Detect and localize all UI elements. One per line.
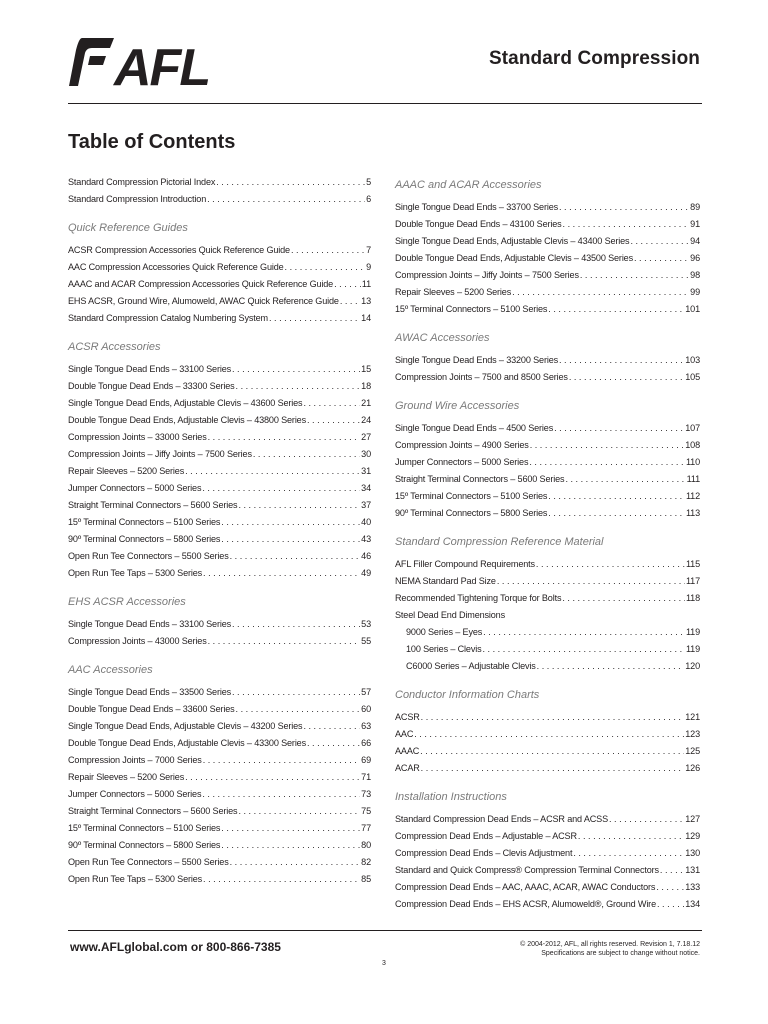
toc-entry[interactable]	[68, 174, 371, 191]
toc-entry[interactable]	[68, 191, 371, 208]
toc-entry-page: 107	[685, 423, 700, 433]
document-title: Standard Compression	[488, 48, 700, 69]
toc-entry[interactable]	[395, 471, 700, 488]
toc-section-heading: EHS ACSR Accessories	[68, 596, 186, 608]
toc-left-column	[68, 174, 371, 888]
toc-leader-dots	[563, 216, 690, 233]
toc-entry-title: Double Tongue Dead Ends, Adjustable Clevis – 43300 Series	[68, 738, 306, 748]
toc-entry[interactable]	[68, 361, 371, 378]
toc-leader-dots	[483, 641, 685, 658]
toc-entry-page: 131	[685, 865, 700, 875]
toc-leader-dots	[303, 718, 360, 735]
toc-entry[interactable]	[68, 429, 371, 446]
toc-entry-page: 13	[361, 296, 371, 306]
toc-entry-page: 63	[361, 721, 371, 731]
toc-entry[interactable]	[68, 820, 371, 837]
toc-entry[interactable]	[395, 624, 700, 641]
toc-entry[interactable]	[68, 548, 371, 565]
toc-entry[interactable]	[395, 726, 700, 743]
toc-entry[interactable]	[395, 828, 700, 845]
toc-entry-title: Single Tongue Dead Ends – 33100 Series	[68, 364, 231, 374]
toc-leader-dots	[548, 505, 685, 522]
toc-entry[interactable]	[68, 310, 371, 327]
toc-entry-title: Straight Terminal Connectors – 5600 Series	[68, 500, 238, 510]
toc-entry-page: 119	[685, 644, 700, 654]
toc-leader-dots	[202, 786, 360, 803]
toc-entry-title: Compression Joints – Jiffy Joints – 7500 Series	[395, 270, 579, 280]
toc-entry-title: Steel Dead End Dimensions	[395, 610, 505, 620]
toc-entry-page: 89	[690, 202, 700, 212]
toc-entry-page: 53	[361, 619, 371, 629]
toc-entry-page: 130	[685, 848, 700, 858]
toc-entry-title: Single Tongue Dead Ends – 33100 Series	[68, 619, 231, 629]
footer-contact[interactable]: www.AFLglobal.com or 800-866-7385	[70, 940, 281, 954]
toc-entry-page: 126	[685, 763, 700, 773]
toc-heading: Table of Contents	[68, 131, 236, 153]
toc-entry-title: Compression Dead Ends – Adjustable – ACSR	[395, 831, 577, 841]
toc-entry[interactable]	[68, 837, 371, 854]
toc-entry-page: 37	[361, 500, 371, 510]
toc-entry-page: 73	[361, 789, 371, 799]
toc-leader-dots	[548, 301, 684, 318]
toc-entry-title: Standard Compression Pictorial Index	[68, 177, 216, 187]
toc-leader-dots	[208, 633, 361, 650]
toc-entry-page: 108	[685, 440, 700, 450]
toc-entry-page: 66	[361, 738, 371, 748]
toc-leader-dots	[303, 395, 360, 412]
toc-leader-dots	[236, 701, 361, 718]
toc-leader-dots	[573, 845, 684, 862]
toc-section-heading: Quick Reference Guides	[68, 222, 188, 234]
toc-leader-dots	[203, 565, 360, 582]
toc-entry[interactable]	[68, 293, 371, 310]
toc-entry[interactable]	[68, 412, 371, 429]
toc-entry-page: 91	[690, 219, 700, 229]
toc-section-heading: Installation Instructions	[395, 791, 507, 803]
toc-entry-title: Double Tongue Dead Ends, Adjustable Clevis – 43500 Series	[395, 253, 633, 263]
toc-entry-title: Standard Compression Catalog Numbering System	[68, 313, 268, 323]
toc-entry-title: 9000 Series – Eyes	[406, 627, 483, 637]
toc-entry-title: 100 Series – Clevis	[406, 644, 482, 654]
toc-entry[interactable]	[395, 233, 700, 250]
toc-entry-title: Compression Joints – 7500 and 8500 Series	[395, 372, 568, 382]
toc-entry[interactable]	[68, 514, 371, 531]
toc-leader-dots	[565, 471, 685, 488]
toc-entry[interactable]	[395, 420, 700, 437]
toc-entry[interactable]	[68, 854, 371, 871]
toc-leader-dots	[238, 803, 360, 820]
toc-right-column	[395, 174, 700, 913]
toc-section-heading: Standard Compression Reference Material	[395, 536, 604, 548]
toc-entry-page: 111	[686, 474, 700, 484]
toc-entry-title: Compression Joints – 4900 Series	[395, 440, 529, 450]
toc-entry[interactable]	[395, 301, 700, 318]
toc-entry-title: Single Tongue Dead Ends, Adjustable Clevis – 43400 Series	[395, 236, 630, 246]
toc-entry[interactable]	[68, 871, 371, 888]
toc-entry-title: Compression Dead Ends – EHS ACSR, Alumoweld®, Ground Wire	[395, 899, 656, 909]
toc-entry-page: 15	[361, 364, 371, 374]
afl-logo	[68, 36, 232, 88]
toc-entry-title: Jumper Connectors – 5000 Series	[68, 789, 202, 799]
toc-leader-dots	[483, 624, 685, 641]
toc-entry-page: 105	[685, 372, 700, 382]
toc-leader-dots	[656, 879, 684, 896]
toc-leader-dots	[634, 250, 689, 267]
toc-leader-dots	[421, 760, 685, 777]
toc-entry-page: 14	[361, 313, 371, 323]
toc-leader-dots	[554, 420, 684, 437]
toc-entry[interactable]	[68, 786, 371, 803]
footer-legal	[520, 940, 700, 958]
toc-entry-title: Standard Compression Introduction	[68, 194, 207, 204]
afl-logo-wordmark: AFL	[114, 39, 210, 88]
toc-leader-dots	[530, 437, 685, 454]
toc-entry-title: Repair Sleeves – 5200 Series	[68, 772, 185, 782]
toc-entry-page: 27	[361, 432, 371, 442]
toc-entry[interactable]	[395, 760, 700, 777]
footer-divider	[68, 930, 702, 931]
toc-leader-dots	[208, 429, 361, 446]
toc-entry-title: Double Tongue Dead Ends – 43100 Series	[395, 219, 562, 229]
toc-entry-title: Single Tongue Dead Ends – 33700 Series	[395, 202, 558, 212]
header-divider	[68, 103, 702, 104]
toc-entry-title: Double Tongue Dead Ends – 33300 Series	[68, 381, 235, 391]
toc-entry-page: 103	[685, 355, 700, 365]
toc-leader-dots	[537, 658, 685, 675]
toc-entry[interactable]	[68, 395, 371, 412]
toc-leader-dots	[185, 769, 360, 786]
toc-entry-title: Double Tongue Dead Ends, Adjustable Clevis – 43800 Series	[68, 415, 306, 425]
toc-entry-page: 5	[366, 177, 371, 187]
toc-entry-page: 24	[361, 415, 371, 425]
toc-leader-dots	[221, 820, 360, 837]
toc-leader-dots	[232, 361, 360, 378]
toc-entry-title: 15º Terminal Connectors – 5100 Series	[68, 517, 221, 527]
toc-entry-page: 121	[685, 712, 700, 722]
toc-entry-page: 99	[690, 287, 700, 297]
toc-leader-dots	[216, 174, 365, 191]
toc-entry-title: 15º Terminal Connectors – 5100 Series	[68, 823, 221, 833]
toc-entry[interactable]	[395, 709, 700, 726]
toc-leader-dots	[334, 276, 361, 293]
toc-entry-title: Compression Dead Ends – AAC, AAAC, ACAR, AWAC Conductors	[395, 882, 656, 892]
toc-entry-page: 98	[690, 270, 700, 280]
toc-entry[interactable]	[395, 488, 700, 505]
toc-leader-dots	[497, 573, 685, 590]
toc-entry[interactable]	[68, 565, 371, 582]
toc-entry-title: Jumper Connectors – 5000 Series	[395, 457, 529, 467]
toc-entry[interactable]	[68, 463, 371, 480]
toc-entry-title: Compression Joints – Jiffy Joints – 7500 Series	[68, 449, 252, 459]
toc-entry-page: 77	[361, 823, 371, 833]
toc-entry[interactable]	[68, 480, 371, 497]
toc-entry[interactable]	[68, 531, 371, 548]
toc-leader-dots	[203, 871, 360, 888]
toc-leader-dots	[269, 310, 360, 327]
toc-entry-page: 82	[361, 857, 371, 867]
toc-entry-page: 18	[361, 381, 371, 391]
toc-entry-page: 120	[685, 661, 700, 671]
toc-entry-page: 75	[361, 806, 371, 816]
toc-entry-page: 40	[361, 517, 371, 527]
toc-entry[interactable]	[395, 641, 700, 658]
toc-entry[interactable]	[395, 505, 700, 522]
toc-entry[interactable]	[68, 735, 371, 752]
toc-leader-dots	[221, 531, 360, 548]
toc-entry-title: EHS ACSR, Ground Wire, Alumoweld, AWAC Quick Reference Guide	[68, 296, 339, 306]
toc-leader-dots	[340, 293, 360, 310]
toc-entry-page: 55	[361, 636, 371, 646]
toc-leader-dots	[230, 548, 361, 565]
toc-entry-title: Standard and Quick Compress® Compression Terminal Connectors	[395, 865, 659, 875]
toc-entry-title: NEMA Standard Pad Size	[395, 576, 496, 586]
toc-leader-dots	[559, 199, 689, 216]
toc-leader-dots	[657, 896, 684, 913]
toc-entry-title: Open Run Tee Taps – 5300 Series	[68, 568, 203, 578]
toc-leader-dots	[291, 242, 365, 259]
toc-entry-page: 117	[685, 576, 700, 586]
toc-leader-dots	[221, 837, 360, 854]
toc-leader-dots	[253, 446, 360, 463]
toc-entry[interactable]	[395, 607, 700, 624]
toc-entry[interactable]	[395, 862, 700, 879]
toc-entry[interactable]	[395, 879, 700, 896]
toc-leader-dots	[232, 684, 360, 701]
toc-leader-dots	[559, 352, 684, 369]
toc-entry-title: AAAC	[395, 746, 420, 756]
toc-entry-title: Single Tongue Dead Ends, Adjustable Clevis – 43600 Series	[68, 398, 303, 408]
toc-entry[interactable]	[395, 811, 700, 828]
toc-entry-title: Repair Sleeves – 5200 Series	[395, 287, 512, 297]
toc-entry-title: C6000 Series – Adjustable Clevis	[406, 661, 536, 671]
toc-entry[interactable]	[68, 752, 371, 769]
toc-entry-page: 112	[685, 491, 700, 501]
toc-entry-page: 134	[685, 899, 700, 909]
toc-entry-page: 85	[361, 874, 371, 884]
toc-entry-title: AFL Filler Compound Requirements	[395, 559, 535, 569]
toc-entry-page: 129	[685, 831, 700, 841]
toc-entry-title: Repair Sleeves – 5200 Series	[68, 466, 185, 476]
toc-entry[interactable]	[68, 701, 371, 718]
toc-entry-title: Single Tongue Dead Ends, Adjustable Clevis – 43200 Series	[68, 721, 303, 731]
toc-entry-title: Open Run Tee Connectors – 5500 Series	[68, 551, 229, 561]
toc-entry-title: ACSR Compression Accessories Quick Reference Guide	[68, 245, 290, 255]
afl-logo-mark-icon	[69, 38, 114, 86]
toc-entry[interactable]	[68, 378, 371, 395]
toc-leader-dots	[660, 862, 684, 879]
toc-entry-title: Standard Compression Dead Ends – ACSR and ACSS	[395, 814, 608, 824]
toc-entry-page: 113	[685, 508, 700, 518]
toc-entry[interactable]	[395, 216, 700, 233]
toc-entry[interactable]	[68, 633, 371, 650]
footer-copyright: © 2004-2012, AFL, all rights reserved. Revision 1, 7.18.12	[520, 941, 700, 948]
toc-entry-title: ACAR	[395, 763, 420, 773]
toc-entry[interactable]	[395, 658, 700, 675]
toc-entry[interactable]	[68, 446, 371, 463]
toc-entry-title: AAC	[395, 729, 414, 739]
toc-leader-dots	[236, 378, 361, 395]
toc-entry-title: Compression Joints – 7000 Series	[68, 755, 202, 765]
toc-entry-page: 34	[361, 483, 371, 493]
toc-entry-title: Compression Joints – 43000 Series	[68, 636, 207, 646]
toc-entry-page: 60	[361, 704, 371, 714]
toc-leader-dots	[529, 454, 685, 471]
toc-leader-dots	[185, 463, 360, 480]
toc-leader-dots	[414, 726, 684, 743]
toc-leader-dots	[512, 284, 689, 301]
toc-leader-dots	[536, 556, 685, 573]
toc-entry[interactable]	[395, 556, 700, 573]
toc-leader-dots	[232, 616, 360, 633]
toc-entry[interactable]	[395, 199, 700, 216]
toc-leader-dots	[569, 369, 684, 386]
toc-leader-dots	[221, 514, 360, 531]
toc-leader-dots	[580, 267, 689, 284]
toc-section-heading: AAC Accessories	[68, 664, 153, 676]
toc-entry-title: 15º Terminal Connectors – 5100 Series	[395, 491, 548, 501]
toc-leader-dots	[203, 752, 360, 769]
toc-entry-page: 94	[690, 236, 700, 246]
toc-leader-dots	[238, 497, 360, 514]
toc-entry-title: Single Tongue Dead Ends – 33200 Series	[395, 355, 558, 365]
toc-leader-dots	[285, 259, 366, 276]
toc-entry[interactable]	[395, 267, 700, 284]
toc-entry-page: 6	[366, 194, 371, 204]
toc-entry-page: 133	[685, 882, 700, 892]
toc-entry-title: Straight Terminal Connectors – 5600 Series	[68, 806, 238, 816]
toc-entry-page: 80	[361, 840, 371, 850]
toc-entry-title: Open Run Tee Taps – 5300 Series	[68, 874, 203, 884]
toc-entry[interactable]	[395, 845, 700, 862]
toc-leader-dots	[548, 488, 685, 505]
toc-entry[interactable]	[68, 803, 371, 820]
toc-entry-page: 71	[361, 772, 371, 782]
toc-entry[interactable]	[68, 769, 371, 786]
toc-leader-dots	[578, 828, 684, 845]
toc-entry-title: AAC Compression Accessories Quick Reference Guide	[68, 262, 284, 272]
toc-leader-dots	[421, 709, 685, 726]
toc-section-heading: ACSR Accessories	[68, 341, 161, 353]
toc-leader-dots	[562, 590, 685, 607]
toc-entry[interactable]	[395, 590, 700, 607]
toc-entry[interactable]	[395, 896, 700, 913]
toc-section-heading: AWAC Accessories	[395, 332, 490, 344]
toc-entry[interactable]	[395, 369, 700, 386]
toc-entry-page: 30	[361, 449, 371, 459]
page-number: 3	[382, 960, 386, 967]
toc-entry-title: 90º Terminal Connectors – 5800 Series	[68, 840, 221, 850]
toc-entry[interactable]	[395, 573, 700, 590]
toc-entry-page: 96	[690, 253, 700, 263]
toc-leader-dots	[230, 854, 361, 871]
toc-entry-page: 115	[685, 559, 700, 569]
toc-entry-page: 31	[361, 466, 371, 476]
toc-entry[interactable]	[68, 497, 371, 514]
toc-entry-page: 127	[685, 814, 700, 824]
toc-entry-title: Double Tongue Dead Ends – 33600 Series	[68, 704, 235, 714]
toc-entry-title: Recommended Tightening Torque for Bolts	[395, 593, 562, 603]
toc-entry-page: 11	[361, 279, 371, 289]
toc-entry-title: Compression Joints – 33000 Series	[68, 432, 207, 442]
toc-entry[interactable]	[395, 454, 700, 471]
toc-entry-page: 123	[685, 729, 700, 739]
toc-entry-title: Single Tongue Dead Ends – 33500 Series	[68, 687, 231, 697]
toc-entry[interactable]	[395, 284, 700, 301]
toc-leader-dots	[207, 191, 365, 208]
footer-notice: Specifications are subject to change without notice.	[541, 950, 700, 957]
toc-entry-page: 7	[366, 245, 371, 255]
toc-entry-page: 118	[685, 593, 700, 603]
toc-entry[interactable]	[68, 259, 371, 276]
toc-leader-dots	[307, 735, 360, 752]
toc-entry-page: 49	[361, 568, 371, 578]
toc-entry-title: ACSR	[395, 712, 420, 722]
toc-entry[interactable]	[395, 743, 700, 760]
toc-entry[interactable]	[68, 616, 371, 633]
toc-entry-page: 69	[361, 755, 371, 765]
toc-entry-page: 119	[685, 627, 700, 637]
toc-leader-dots	[202, 480, 360, 497]
toc-entry[interactable]	[68, 242, 371, 259]
toc-entry-page: 21	[361, 398, 371, 408]
toc-entry-page: 101	[685, 304, 700, 314]
toc-leader-dots	[420, 743, 684, 760]
toc-entry[interactable]	[68, 684, 371, 701]
toc-entry-title: 15º Terminal Connectors – 5100 Series	[395, 304, 548, 314]
toc-entry-page: 110	[685, 457, 700, 467]
toc-section-heading: Ground Wire Accessories	[395, 400, 520, 412]
toc-entry-title: Jumper Connectors – 5000 Series	[68, 483, 202, 493]
toc-entry-title: 90º Terminal Connectors – 5800 Series	[68, 534, 221, 544]
toc-entry-title: AAAC and ACAR Compression Accessories Quick Reference Guide	[68, 279, 334, 289]
toc-entry-title: Open Run Tee Connectors – 5500 Series	[68, 857, 229, 867]
toc-entry-page: 125	[685, 746, 700, 756]
toc-entry-page: 57	[361, 687, 371, 697]
toc-entry-title: Straight Terminal Connectors – 5600 Series	[395, 474, 565, 484]
toc-entry-title: 90º Terminal Connectors – 5800 Series	[395, 508, 548, 518]
toc-entry[interactable]	[68, 276, 371, 293]
toc-leader-dots	[630, 233, 689, 250]
toc-entry-title: Single Tongue Dead Ends – 4500 Series	[395, 423, 554, 433]
toc-entry[interactable]	[68, 718, 371, 735]
toc-entry-page: 46	[361, 551, 371, 561]
toc-entry-page: 43	[361, 534, 371, 544]
toc-entry-page: 9	[366, 262, 371, 272]
toc-leader-dots	[307, 412, 360, 429]
toc-leader-dots	[609, 811, 684, 828]
toc-entry[interactable]	[395, 437, 700, 454]
toc-entry[interactable]	[395, 352, 700, 369]
toc-entry-title: Compression Dead Ends – Clevis Adjustment	[395, 848, 573, 858]
toc-section-heading: Conductor Information Charts	[395, 689, 540, 701]
toc-entry[interactable]	[395, 250, 700, 267]
toc-section-heading: AAAC and ACAR Accessories	[395, 179, 542, 191]
